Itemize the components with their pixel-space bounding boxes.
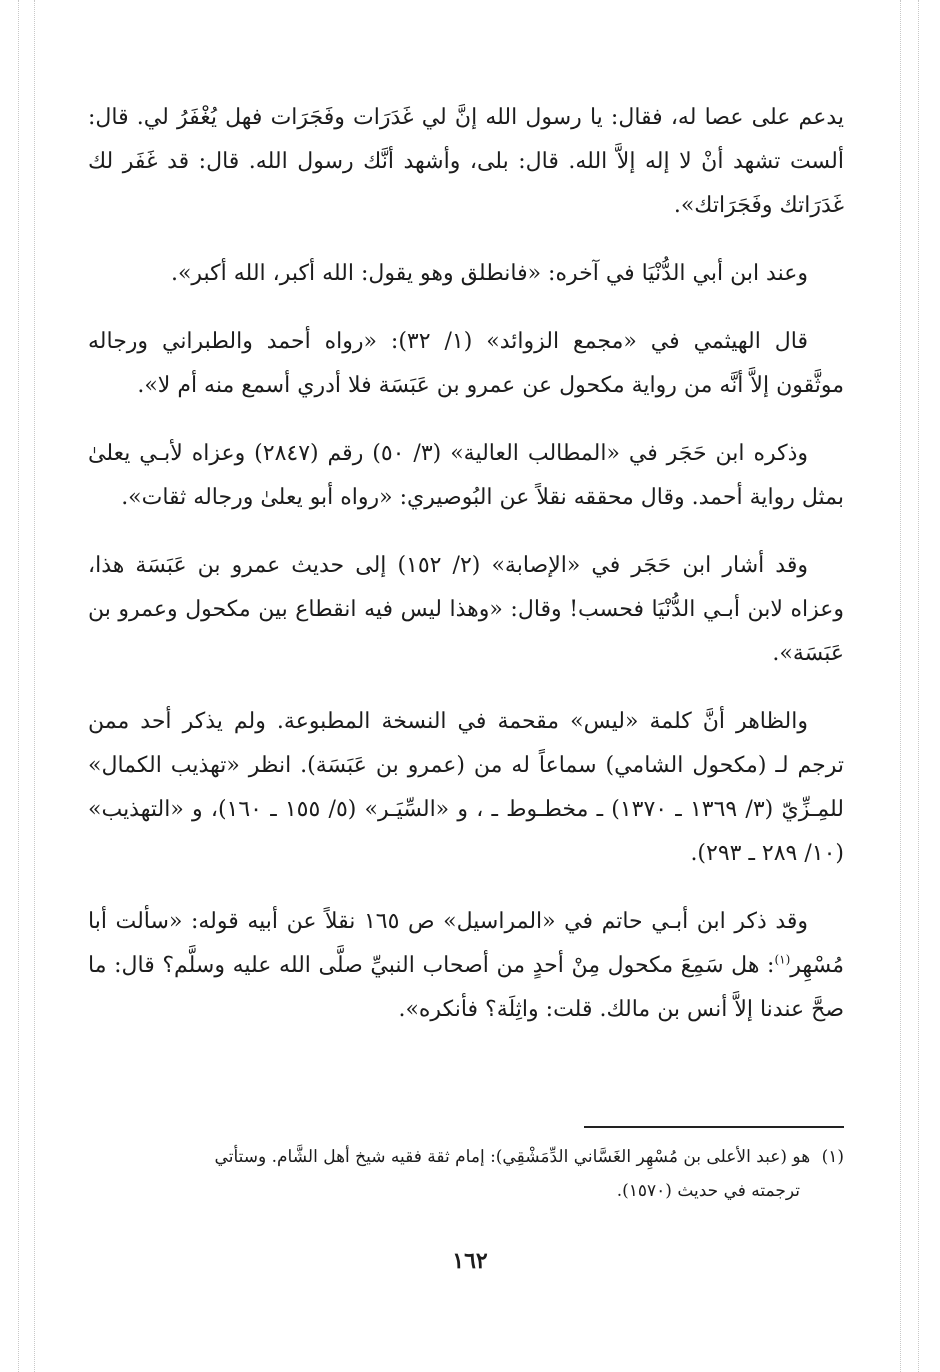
page-number: ١٦٢ [452, 1248, 488, 1274]
footnote-number: (١) [821, 1147, 844, 1167]
footnote-reference[interactable]: (١) [774, 952, 791, 967]
scan-guide-line [918, 0, 919, 1372]
scan-guide-line [34, 0, 35, 1372]
footnote-text-line1: هو (عبد الأعلى بن مُسْهِر الغَسَّاني الدِّمَشْقِي): إمام ثقة فقيه شيخ أهل الشَّام. وستأتي [214, 1147, 811, 1167]
paragraph-haythami: قال الهيثمي في «مجمع الزوائد» (١/ ٣٢): «رواه أحمد والطبراني ورجاله موثَّقون إلاَّ أنَّه من رواية مكحول عن عمرو بن عَبَسَة فلا أدري أسمع منه أم لا». [88, 329, 844, 398]
footnote-item [88, 1140, 844, 1208]
paragraph-ibn-hajar-matalib: وذكره ابن حَجَر في «المطالب العالية» (٣/ ٥٠) رقم (٢٨٤٧) وعزاه لأبـي يعلىٰ بمثل رواية أحمد. وقال محققه نقلاً عن البُوصيري: «رواه أبو يعلىٰ ورجاله ثقات». [88, 441, 844, 510]
page-body [88, 96, 844, 1056]
paragraph-ibn-abi-hatim [88, 900, 844, 1032]
paragraph-makhul-note: والظاهر أنَّ كلمة «ليس» مقحمة في النسخة المطبوعة. ولم يذكر أحد ممن ترجم لـ (مكحول الشامي) سماعاً له من (عمرو بن عَبَسَة). انظر «تهذيب الكمال» للمِـزِّيّ (٣/ ١٣٦٩ ـ ١٣٧٠) ـ مخطـوط ـ ، و «السِّيَـر» (٥/ ١٥٥ ـ ١٦٠)، و «التهذيب» (١٠/ ٢٨٩ ـ ٢٩٣). [88, 709, 844, 866]
scan-guide-line [900, 0, 901, 1372]
paragraph-ibn-abi-dunya: وعند ابن أبي الدُّنْيَا في آخره: «فانطلق وهو يقول: الله أكبر، الله أكبر». [170, 261, 808, 286]
paragraph-ibn-hajar-isaba: وقد أشار ابن حَجَر في «الإصابة» (٢/ ١٥٢) إلى حديث عمرو بن عَبَسَة هذا، وعزاه لابن أبـي الدُّنْيَا فحسب! وقال: «وهذا ليس فيه انقطاع بين مكحول وعمرو بن عَبَسَة». [88, 553, 844, 666]
paragraph-text-before-ref: وقد ذكر ابن أبـي حاتم في «المراسيل» ص ١٦٥ نقلاً عن أبيه قوله: «سألت أبا مُسْهِر [88, 909, 844, 978]
scan-guide-line [18, 0, 19, 1372]
footnotes-section [88, 1140, 844, 1208]
paragraph-hadith-continuation: يدعم على عصا له، فقال: يا رسول الله إنَّ لي غَدَرَات وفَجَرَات فهل يُغْفَرُ لي. قال: ألست تشهد أنْ لا إله إلاَّ الله. قال: بلى، وأشهد أنَّك رسول الله. قال: قد غَفَر لك غَدَرَاتك وفَجَرَاتك». [88, 105, 844, 218]
paragraph-text-after-ref: : هل سَمِعَ مكحول مِنْ أحدٍ من أصحاب النبيِّ صلَّى الله عليه وسلَّم؟ قال: ما صحَّ عندنا إلاَّ أنس بن مالك. قلت: واثِلَة؟ فأنكره». [88, 953, 844, 1022]
footnote-text-line2: ترجمته في حديث (١٥٧٠). [616, 1181, 800, 1201]
footnote-divider [584, 1126, 844, 1128]
